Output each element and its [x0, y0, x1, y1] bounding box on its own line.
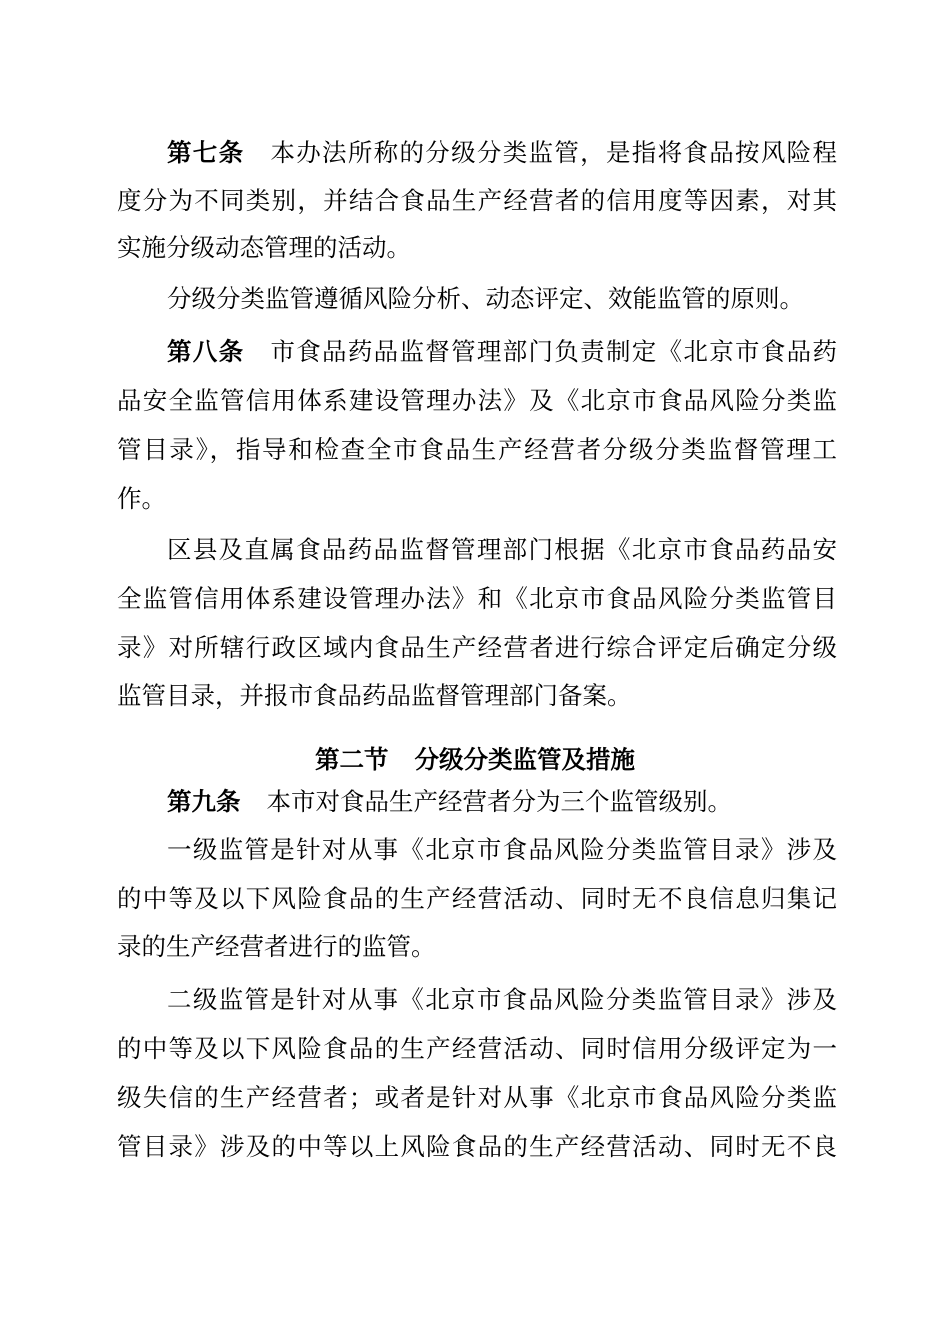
article-9-paragraph-3-line-1: 二级监管是针对从事《北京市食品风险分类监管目录》涉及	[167, 985, 837, 1014]
article-8-line-2: 品安全监管信用体系建设管理办法》及《北京市食品风险分类监	[117, 386, 837, 415]
article-8-paragraph-2-line-3: 录》对所辖行政区域内食品生产经营者进行综合评定后确定分级	[117, 633, 837, 662]
article-9-line-1	[167, 787, 837, 817]
article-8-line-1	[167, 337, 837, 367]
article-9-paragraph-2-line-1: 一级监管是针对从事《北京市食品风险分类监管目录》涉及	[167, 835, 837, 864]
section-title: 分级分类监管及措施	[414, 745, 635, 774]
article-7-line-3: 实施分级动态管理的活动。	[117, 233, 411, 262]
article-9-text: 本市对食品生产经营者分为三个监管级别。	[266, 787, 732, 816]
article-9-paragraph-3-line-2: 的中等及以下风险食品的生产经营活动、同时信用分级评定为一	[117, 1034, 837, 1063]
section-number: 第二节	[315, 745, 389, 774]
article-9-paragraph-3-line-3: 级失信的生产经营者；或者是针对从事《北京市食品风险分类监	[117, 1083, 837, 1112]
section-heading	[0, 745, 950, 775]
article-9-label: 第九条	[167, 787, 241, 816]
article-8-line-4: 作。	[117, 484, 166, 513]
article-8-text: 市食品药品监督管理部门负责制定《北京市食品药	[270, 337, 837, 366]
article-9-paragraph-3-line-4: 管目录》涉及的中等以上风险食品的生产经营活动、同时无不良	[117, 1132, 837, 1161]
article-8-line-3: 管目录》，指导和检查全市食品生产经营者分级分类监督管理工	[117, 435, 837, 464]
article-8-paragraph-2-line-1: 区县及直属食品药品监督管理部门根据《北京市食品药品安	[167, 535, 837, 564]
article-9-paragraph-2-line-2: 的中等及以下风险食品的生产经营活动、同时无不良信息归集记	[117, 884, 837, 913]
article-8-paragraph-2-line-2: 全监管信用体系建设管理办法》和《北京市食品风险分类监管目	[117, 584, 837, 613]
article-8-paragraph-2-line-4: 监管目录，并报市食品药品监督管理部门备案。	[117, 681, 632, 710]
article-9-paragraph-2-line-3: 录的生产经营者进行的监管。	[117, 932, 436, 961]
article-7-line-1	[167, 138, 837, 168]
article-7-text: 本办法所称的分级分类监管，是指将食品按风险程	[270, 138, 837, 167]
article-8-label: 第八条	[167, 337, 245, 366]
article-7-paragraph-2: 分级分类监管遵循风险分析、动态评定、效能监管的原则。	[167, 284, 804, 313]
article-7-line-2: 度分为不同类别，并结合食品生产经营者的信用度等因素，对其	[117, 186, 837, 215]
article-7-label: 第七条	[167, 138, 245, 167]
